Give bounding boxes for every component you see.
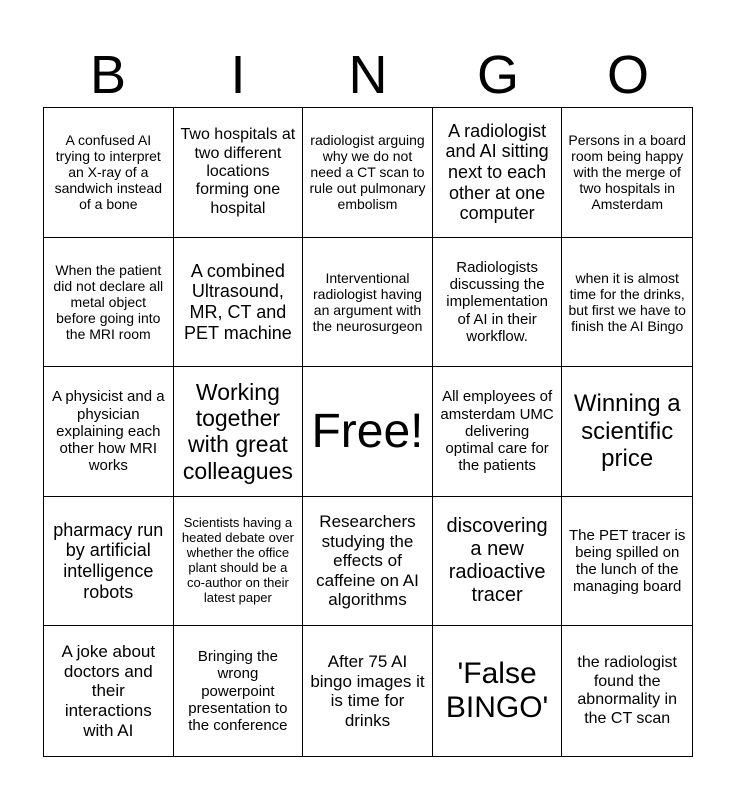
header-letter-o: O xyxy=(606,45,649,105)
bingo-cell[interactable]: when it is almost time for the drinks, but first we have to finish the AI Bingo xyxy=(562,238,692,368)
bingo-cell[interactable]: A physicist and a physician explaining each other how MRI works xyxy=(44,367,174,497)
bingo-cell[interactable]: The PET tracer is being spilled on the lunch of the managing board xyxy=(562,497,692,627)
bingo-board xyxy=(43,107,693,757)
bingo-cell[interactable]: A joke about doctors and their interactions with AI xyxy=(44,626,174,756)
bingo-cell[interactable]: radiologist arguing why we do not need a CT scan to rule out pulmonary embolism xyxy=(303,108,433,238)
bingo-cell[interactable]: the radiologist found the abnormality in the CT scan xyxy=(577,654,677,727)
bingo-cell[interactable]: All employees of amsterdam UMC delivering optimal care for the patients xyxy=(433,367,563,497)
bingo-cell[interactable]: A confused AI trying to interpret an X-ray of a sandwich instead of a bone xyxy=(44,108,174,238)
bingo-cell[interactable]: A radiologist and AI sitting next to each other at one computer xyxy=(433,108,563,238)
bingo-cell[interactable]: 'False BINGO' xyxy=(433,626,563,756)
bingo-cell[interactable]: pharmacy run by artificial intelligence robots xyxy=(44,497,174,627)
bingo-cell[interactable]: discovering a new radioactive tracer xyxy=(433,497,563,627)
bingo-cell[interactable]: When the patient did not declare all metal object before going into the MRI room xyxy=(44,238,174,368)
bingo-header xyxy=(43,44,693,106)
bingo-cell[interactable]: After 75 AI bingo images it is time for drinks xyxy=(303,626,433,756)
bingo-cell[interactable]: Radiologists discussing the implementation of AI in their workflow. xyxy=(433,238,563,368)
bingo-cell[interactable]: Persons in a board room being happy with the merge of two hospitals in Amsterdam xyxy=(562,108,692,238)
bingo-cell[interactable]: Winning a scientific price xyxy=(562,367,692,497)
bingo-cell[interactable]: Working together with great colleagues xyxy=(174,367,304,497)
header-letter-g: G xyxy=(476,45,519,105)
bingo-cell[interactable]: Two hospitals at two different locations forming one hospital xyxy=(174,108,304,238)
free-cell[interactable]: Free! xyxy=(303,367,433,497)
bingo-cell[interactable]: Scientists having a heated debate over whether the office plant should be a co-author on their latest paper xyxy=(174,497,304,627)
bingo-cell[interactable]: Interventional radiologist having an argument with the neurosurgeon xyxy=(303,238,433,368)
header-letter-i: I xyxy=(230,45,246,105)
header-letter-b: B xyxy=(89,45,127,105)
bingo-cell[interactable]: Researchers studying the effects of caffeine on AI algorithms xyxy=(303,497,433,627)
bingo-cell[interactable]: A combined Ultrasound, MR, CT and PET machine xyxy=(174,238,304,368)
bingo-cell[interactable]: Bringing the wrong powerpoint presentation to the conference xyxy=(174,626,304,756)
header-letter-n: N xyxy=(348,45,388,105)
